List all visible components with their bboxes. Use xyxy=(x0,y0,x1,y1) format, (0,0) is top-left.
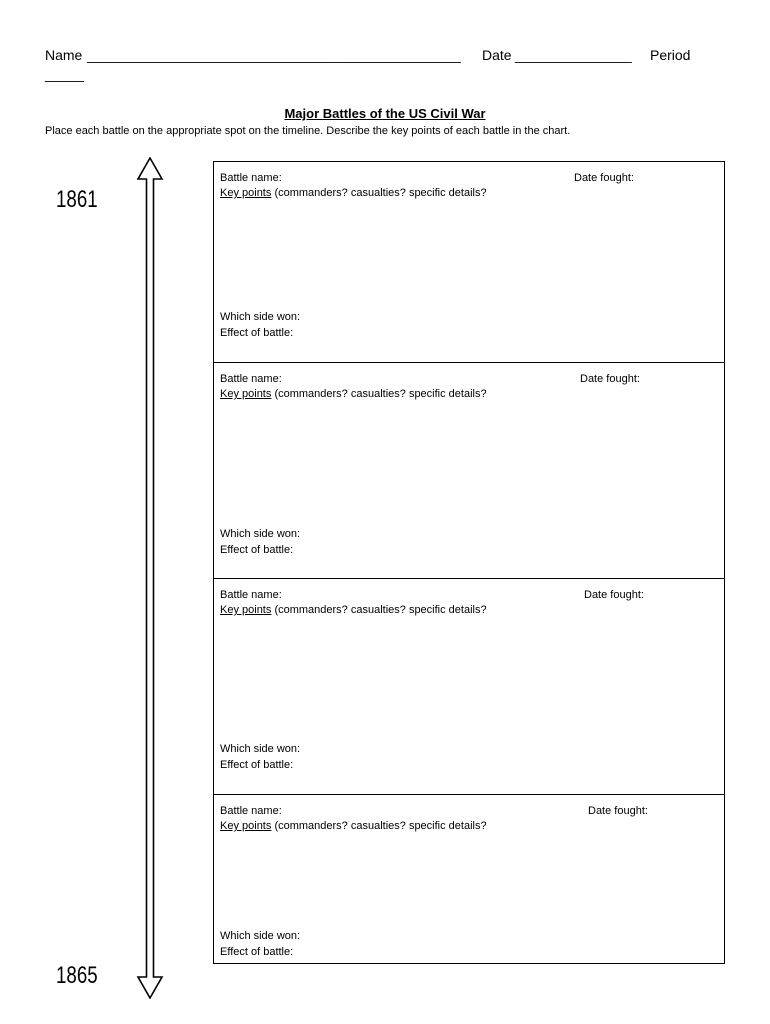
key-points-hint: (commanders? casualties? specific details? xyxy=(274,820,487,832)
date-fought-label: Date fought: xyxy=(580,373,640,385)
battle-chart xyxy=(213,161,725,964)
date-fought-label: Date fought: xyxy=(588,805,648,817)
date-blank[interactable]: _______________ xyxy=(515,47,632,63)
effect-of-battle-label: Effect of battle: xyxy=(220,946,294,958)
worksheet-instructions: Place each battle on the appropriate spot on the timeline. Describe the key points of each battle in the chart. xyxy=(45,125,571,137)
battle-name-label: Battle name: xyxy=(220,373,282,385)
battle-box-1[interactable] xyxy=(214,162,724,363)
key-points-hint: (commanders? casualties? specific details? xyxy=(274,388,487,400)
key-points-label: Key points xyxy=(220,604,272,616)
effect-of-battle-label: Effect of battle: xyxy=(220,544,294,556)
key-points-label: Key points xyxy=(220,388,272,400)
battle-name-label: Battle name: xyxy=(220,589,282,601)
key-points-line xyxy=(220,603,487,617)
name-blank[interactable]: ________________________________________________ xyxy=(87,47,461,63)
key-points-line xyxy=(220,186,487,200)
period-blank[interactable]: _____ xyxy=(45,66,84,82)
which-side-won-label: Which side won: xyxy=(220,743,301,755)
key-points-label: Key points xyxy=(220,820,272,832)
battle-box-2[interactable] xyxy=(214,363,724,579)
battle-box-3[interactable] xyxy=(214,579,724,795)
period-label: Period xyxy=(650,47,691,63)
key-points-hint: (commanders? casualties? specific details? xyxy=(274,604,487,616)
name-label: Name xyxy=(45,47,83,63)
key-points-label: Key points xyxy=(220,187,272,199)
timeline-double-arrow[interactable] xyxy=(136,157,164,999)
timeline-start-year: 1861 xyxy=(56,186,98,213)
double-arrow-shape xyxy=(138,158,162,998)
which-side-won-label: Which side won: xyxy=(220,311,301,323)
effect-of-battle-label: Effect of battle: xyxy=(220,327,294,339)
timeline-end-year: 1865 xyxy=(56,962,98,989)
key-points-line xyxy=(220,387,487,401)
date-label: Date xyxy=(482,47,512,63)
battle-box-4[interactable] xyxy=(214,795,724,963)
key-points-line xyxy=(220,819,487,833)
which-side-won-label: Which side won: xyxy=(220,528,301,540)
battle-name-label: Battle name: xyxy=(220,172,282,184)
battle-name-label: Battle name: xyxy=(220,805,282,817)
which-side-won-label: Which side won: xyxy=(220,930,301,942)
date-fought-label: Date fought: xyxy=(574,172,634,184)
key-points-hint: (commanders? casualties? specific details? xyxy=(274,187,487,199)
worksheet-title: Major Battles of the US Civil War xyxy=(284,106,486,121)
effect-of-battle-label: Effect of battle: xyxy=(220,759,294,771)
date-fought-label: Date fought: xyxy=(584,589,644,601)
